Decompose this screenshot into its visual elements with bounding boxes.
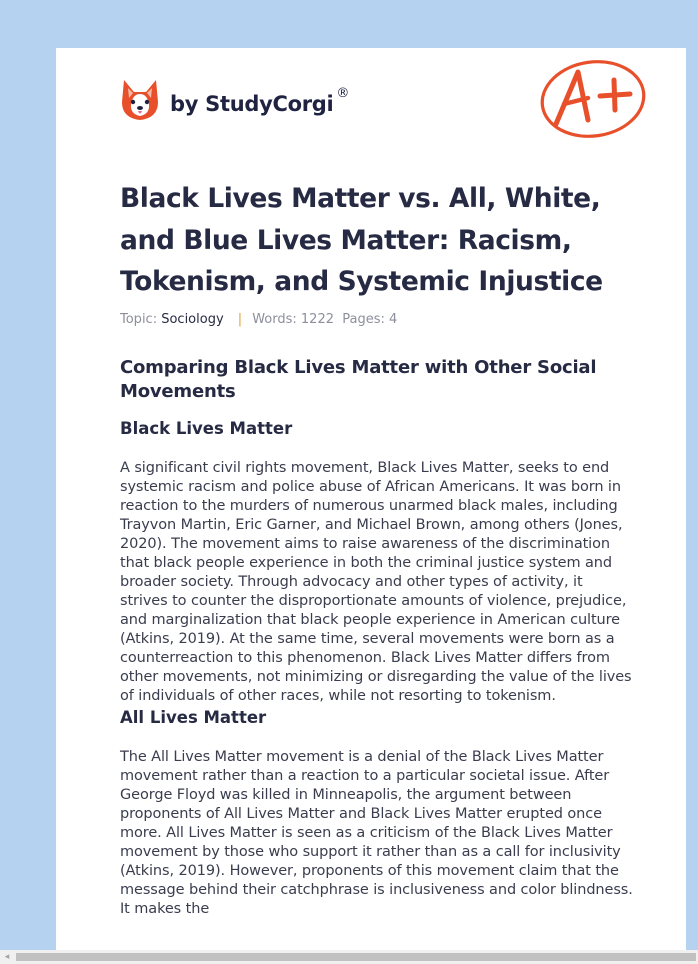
- brand-name: by StudyCorgi ®: [170, 86, 350, 116]
- pages-value: 4: [389, 312, 398, 327]
- meta-line: [120, 312, 397, 327]
- pages-label: Pages:: [342, 312, 385, 327]
- page-title: Black Lives Matter vs. All, White, and Blue Lives Matter: Racism, Tokenism, and Systemic Injustice: [120, 183, 603, 297]
- subsection-heading-all-lives-matter: All Lives Matter: [120, 708, 267, 727]
- document-sheet: [56, 48, 686, 950]
- horizontal-scrollbar[interactable]: [0, 950, 698, 964]
- corgi-logo-icon: [120, 78, 160, 122]
- section-heading: Comparing Black Lives Matter with Other Social Movements: [120, 357, 597, 402]
- topic-link[interactable]: Sociology: [161, 312, 224, 327]
- grade-a-plus-icon: [538, 58, 648, 144]
- scroll-thumb[interactable]: [16, 953, 696, 961]
- article-body: [120, 356, 634, 919]
- paragraph-all-lives-matter: The All Lives Matter movement is a denial of the Black Lives Matter movement rather than a reaction to a particular societal issue. After George Floyd was killed in Minneapolis, the argument between proponents of All Lives Matter and Black Lives Matter erupted once more. All Lives Matter is seen as a criticism of the Black Lives Matter movement by those who support it rather than as a call for inclusivity (Atkins, 2019). However, proponents of this movement claim that the message behind their catchphrase is inclusiveness and color blindness. It makes the: [120, 749, 633, 917]
- meta-separator: |: [237, 312, 243, 327]
- subsection-heading-black-lives-matter: Black Lives Matter: [120, 419, 293, 438]
- scroll-left-arrow-icon[interactable]: ◂: [4, 952, 10, 962]
- registered-mark: ®: [336, 86, 350, 101]
- paragraph-black-lives-matter: A significant civil rights movement, Black Lives Matter, seeks to end systemic racism and police abuse of African Americans. It was born in reaction to the murders of numerous unarmed black males, including Trayvon Martin, Eric Garner, and Michael Brown, among others (Jones, 2020). The movement aims to raise awareness of the discrimination that black people experience in both the criminal justice system and broader society. Through advocacy and other types of activity, it strives to counter the disproportionate amounts of violence, prejudice, and marginalization that black people experience in American culture (Atkins, 2019). At the same time, several movements were born as a counterreaction to this phenomenon. Black Lives Matter differs from other movements, not minimizing or disregarding the value of the lives of individuals of other races, while not resorting to tokenism.: [120, 460, 632, 704]
- brand-logo[interactable]: [120, 76, 349, 124]
- words-label: Words:: [252, 312, 297, 327]
- topic-label: Topic:: [120, 312, 158, 327]
- words-value: 1222: [300, 312, 334, 327]
